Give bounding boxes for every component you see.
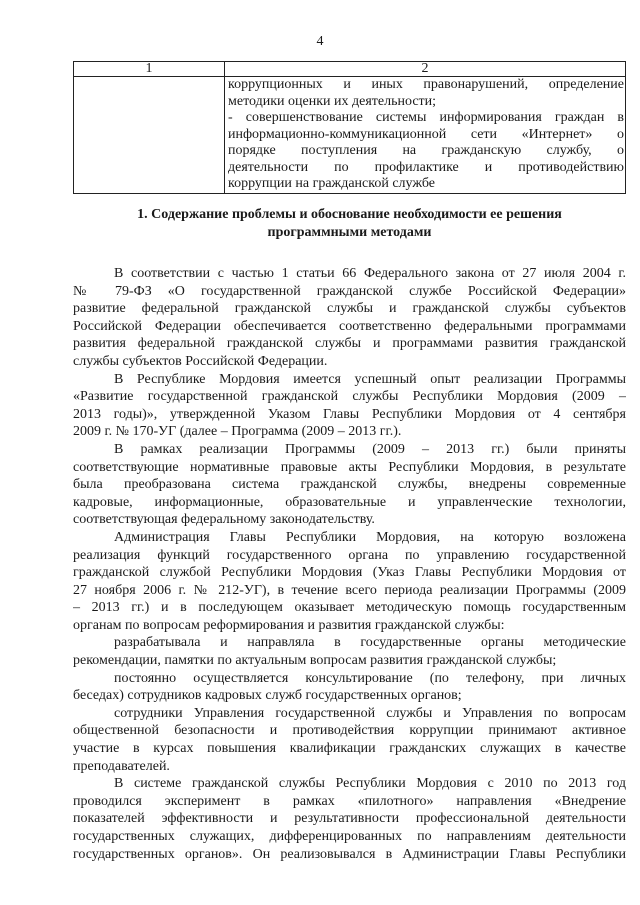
body-line: кадровые, информационные, образовательные и управленческие технологии,	[73, 494, 626, 510]
body-line: Российской Федерации обеспечивается соответственно федеральными программами	[73, 318, 626, 334]
body-line: 27 ноября 2006 г. № 212-УГ), в течение всего периода реализации Программы (2009	[73, 582, 626, 598]
table-row	[74, 77, 626, 194]
table-cell-line: - совершенствование системы информирования граждан в	[228, 110, 624, 125]
body-line: сотрудники Управления государственной службы и Управления по вопросам	[114, 705, 626, 721]
table-cell-empty	[74, 77, 225, 194]
table-cell-line: информационно-коммуникационной сети «Интернет» о	[228, 126, 624, 142]
body-line: общественной безопасности и противодействия коррупции принимают активное	[73, 723, 626, 739]
body-line: реализация функций государственного органа по управлению государственной	[73, 547, 626, 563]
body-line: развитие федеральной гражданской службы и гражданской службы субъектов	[73, 301, 626, 317]
table-header-row	[74, 62, 626, 77]
body-line: разрабатывала и направляла в государственные органы методические	[114, 635, 626, 651]
body-line: В соответствии с частью 1 статьи 66 Федерального закона от 27 июля 2004 г.	[114, 266, 626, 281]
body-line: № 79-ФЗ «О государственной гражданской службе Российской Федерации»	[73, 283, 626, 299]
body-line: государственных служащих, дифференцированных по направлениям деятельности	[73, 829, 626, 844]
body-line: Администрация Главы Республики Мордовия, на которую возложена	[114, 529, 626, 545]
table-header-col-2: 2	[225, 62, 626, 77]
section-heading-line: программными методами	[267, 225, 432, 240]
body-line: беседах) сотрудников кадровых служб государственных органов;	[73, 688, 462, 704]
section-heading	[73, 206, 626, 242]
body-text	[73, 265, 626, 863]
table-cell-line: коррупционных и иных правонарушений, определение	[228, 77, 624, 92]
table-cell-line: методики оценки их деятельности;	[228, 93, 437, 109]
body-line: – 2013 гг.) и в последующем оказывает методическую помощь государственным	[73, 600, 626, 616]
body-line: участие в курсах повышения квалификации гражданских служащих в качестве	[73, 741, 626, 757]
body-line: преподавателей.	[73, 758, 170, 774]
body-line: «Развитие государственной гражданской службы Республики Мордовия (2009 –	[73, 389, 626, 405]
table-cell-line: коррупции на гражданской службе	[228, 176, 435, 191]
table-cell-line: порядке поступления на гражданскую службу, о	[228, 143, 624, 158]
body-line: службы субъектов Российской Федерации.	[73, 353, 328, 369]
table-cell-line: деятельности по профилактике и противодействию	[228, 159, 624, 175]
body-line: развития федеральной гражданской службы и программами развития гражданской	[73, 336, 626, 352]
body-line: гражданской службой Республики Мордовия (Указ Главы Республики Мордовия от	[73, 565, 626, 581]
table-cell-text	[225, 77, 626, 194]
body-line: 2009 г. № 170-УГ (далее – Программа (2009 – 2013 гг.).	[73, 424, 402, 440]
body-line: была преобразована система гражданской службы, внедрены современные	[73, 477, 626, 493]
body-line: постоянно осуществляется консультирование (по телефону, при личных	[114, 670, 626, 686]
body-line: государственных органов». Он реализовывался в Администрации Главы Республики	[73, 846, 626, 862]
body-line: показателей эффективности и результативности профессиональной деятельности	[73, 811, 626, 827]
body-line: В рамках реализации Программы (2009 – 2013 гг.) были приняты	[114, 441, 626, 457]
body-line: соответствующая федеральному законодательству.	[73, 512, 375, 528]
body-line: 2013 годы)», утвержденной Указом Главы Республики Мордовия от 4 сентября	[73, 406, 626, 422]
page-number: 4	[316, 34, 324, 49]
body-line: В системе гражданской службы Республики Мордовия с 2010 по 2013 год	[114, 776, 626, 792]
section-heading-line: 1. Содержание проблемы и обоснование необходимости ее решения	[137, 207, 562, 222]
body-line: соответствующие нормативные правовые акты Республики Мордовия, в результате	[73, 459, 626, 475]
body-line: проводился эксперимент в рамках «пилотного» направления «Внедрение	[73, 793, 626, 809]
body-line: В Республике Мордовия имеется успешный опыт реализации Программы	[114, 371, 626, 387]
continuation-table	[73, 61, 626, 194]
body-line: рекомендации, памятки по актуальным вопросам развития гражданской службы;	[73, 653, 557, 669]
table-header-col-1: 1	[74, 62, 225, 77]
body-line: органам по вопросам реформирования и развития гражданской службы:	[73, 617, 505, 633]
